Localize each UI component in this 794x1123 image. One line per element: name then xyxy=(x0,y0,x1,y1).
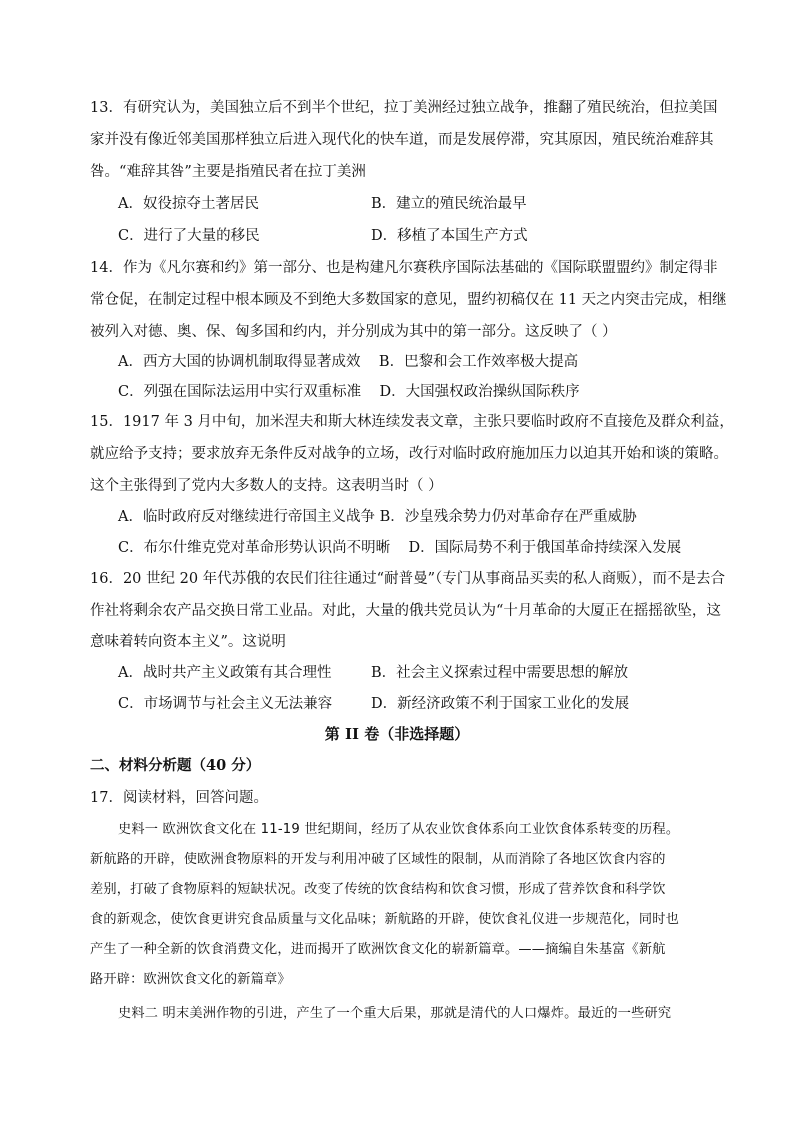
question-text-line: 15．1917 年 3 月中旬，加米涅夫和斯大林连续发表文章，主张只要临时政府不直接危及群众利益， xyxy=(90,414,734,430)
material-line: 食的新观念，使饮食更讲究食品质量与文化品味；新航路的开辟，使饮食礼仪进一步规范化，同时也 xyxy=(90,912,680,927)
question-text-line: 常仓促，在制定过程中根本顾及不到绝大多数国家的意见，盟约初稿仅在 11 天之内突击完成，相继 xyxy=(90,292,727,308)
option-c-text: C．列强在国际法运用中实行双重标准 xyxy=(118,384,362,400)
question-text-line: 被列入对德、奥、保、匈多国和约内，并分别成为其中的第一部分。这反映了（ ） xyxy=(90,324,617,340)
option-d: D．新经济政策不利于国家工业化的发展 xyxy=(371,696,630,712)
option-b: B．建立的殖民统治最早 xyxy=(371,196,527,212)
option-c xyxy=(118,538,681,558)
option-c: C．市场调节与社会主义无法兼容 xyxy=(118,696,333,712)
option-b: B．社会主义探索过程中需要思想的解放 xyxy=(371,665,629,681)
option-b: B．沙皇残余势力仍对革命存在严重威胁 xyxy=(379,509,637,525)
option-c: C．进行了大量的移民 xyxy=(118,228,260,244)
option-c-text: C．布尔什维克党对革命形势认识尚不明晰 xyxy=(118,540,391,556)
question-text-line: 就应给予支持；要求放弃无条件反对战争的立场，改行对临时政府施加压力以迫其开始和谈的策略。 xyxy=(90,446,728,462)
option-a-text: A．西方大国的协调机制取得显著成效 xyxy=(118,354,361,370)
material-line: 差别，打破了食物原料的短缺状况。改变了传统的饮食结构和饮食习惯，形成了营养饮食和科学饮 xyxy=(90,882,666,897)
option-c xyxy=(118,382,580,402)
question-text-line: 作社将剩余农产品交换日常工业品。对此，大量的俄共党员认为“十月革命的大厦正在摇摇欲坠，这 xyxy=(90,603,721,619)
part-2-title: 第 II 卷（非选择题） xyxy=(324,725,470,743)
option-a: A．奴役掠夺土著居民 xyxy=(118,196,259,212)
question-text-line: 咎。“难辞其咎”主要是指殖民者在拉丁美洲 xyxy=(90,164,366,180)
question-text-line: 意味着转向资本主义”。这说明 xyxy=(90,634,286,650)
option-b: B．巴黎和会工作效率极大提高 xyxy=(378,354,579,370)
material-line: 新航路的开辟，使欧洲食物原料的开发与利用冲破了区域性的限制，从而消除了各地区饮食内容的 xyxy=(90,852,666,867)
option-a: A．战时共产主义政策有其合理性 xyxy=(118,665,332,681)
option-d: D．国际局势不利于俄国革命持续深入发展 xyxy=(408,540,682,556)
option-d: D．大国强权政治操纵国际秩序 xyxy=(379,384,580,400)
question-17-intro: 17．阅读材料，回答问题。 xyxy=(90,790,268,806)
question-text-line: 这个主张得到了党内大多数人的支持。这表明当时（ ） xyxy=(90,478,443,494)
option-a xyxy=(118,352,578,372)
material-line: 史料二 明末美洲作物的引进，产生了一个重大后果，那就是清代的人口爆炸。最近的一些研究 xyxy=(118,1006,672,1021)
material-line: 产生了一种全新的饮食消费文化，进而揭开了欧洲饮食文化的崭新篇章。——摘编自朱基富《新航 xyxy=(90,942,666,957)
option-d: D．移植了本国生产方式 xyxy=(371,228,528,244)
material-line: 史料一 欧洲饮食文化在 11-19 世纪期间，经历了从农业饮食体系向工业饮食体系转变的历程。 xyxy=(118,822,680,837)
section-heading: 二、材料分析题（40 分） xyxy=(90,757,261,774)
question-text-line: 13．有研究认为，美国独立后不到半个世纪，拉丁美洲经过独立战争，推翻了殖民统治，但拉美国 xyxy=(90,100,718,116)
option-a xyxy=(118,507,637,527)
material-line: 路开辟：欧洲饮食文化的新篇章》 xyxy=(90,972,291,987)
question-text-line: 16．20 世纪 20 年代苏俄的农民们往往通过“耐普曼”（专门从事商品买卖的私人商贩），而不是去合 xyxy=(90,571,726,587)
option-a-text: A．临时政府反对继续进行帝国主义战争 xyxy=(118,509,375,525)
question-text-line: 14．作为《凡尔赛和约》第一部分、也是构建凡尔赛秩序国际法基础的《国际联盟盟约》制定得非 xyxy=(90,260,718,276)
question-text-line: 家并没有像近邻美国那样独立后进入现代化的快车道，而是发展停滞，究其原因，殖民统治难辞其 xyxy=(90,132,714,148)
